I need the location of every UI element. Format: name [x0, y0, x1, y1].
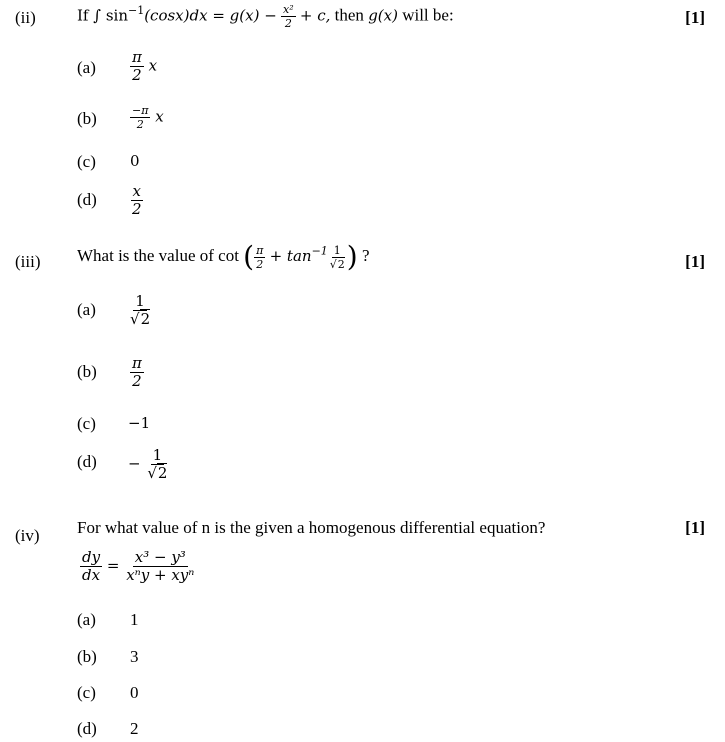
- option-value: − $\frac{1}{√2}$: [128, 446, 168, 482]
- option-label: (a): [77, 610, 96, 629]
- marks-label: [1]: [685, 252, 705, 271]
- question-stem: If ∫ $\sin^{-1}(\cos x)dx = g(x)$ − $\frac{\text{x²}}{2}$ + c, then g(x) will be:: [77, 3, 454, 31]
- question-stem: What is the value of cot ( $\frac{\pi}{2}$ + $\tan^{-1}$ $\frac{1}{√2}$ ) ?: [77, 240, 370, 273]
- option-label: (d): [77, 190, 97, 209]
- question-number: (iii): [15, 252, 41, 271]
- option-label: (d): [77, 719, 97, 738]
- option-value: 3: [130, 647, 139, 666]
- marks-label: [1]: [685, 8, 705, 27]
- option-label: (a): [77, 58, 96, 77]
- fraction: $\frac{\text{x²}}{2}$: [283, 3, 294, 31]
- option-value: $\frac{\pi}{2}$: [132, 354, 142, 390]
- option-value: $\frac{-\pi}{2}$ x: [132, 104, 164, 131]
- option-label: (d): [77, 452, 97, 471]
- option-value: 2: [130, 719, 139, 738]
- option-value: $\frac{\pi}{2}$ x: [132, 48, 158, 84]
- question-stem: For what value of n is the given a homogenous differential equation?: [77, 518, 546, 537]
- question-number: (ii): [15, 8, 36, 27]
- option-label: (c): [77, 683, 96, 702]
- option-label: (c): [77, 414, 96, 433]
- option-label: (b): [77, 362, 97, 381]
- option-value: $\frac{x}{2}$: [132, 182, 142, 218]
- option-value: $\frac{1}{√2}$: [130, 292, 151, 328]
- option-label: (c): [77, 152, 96, 171]
- option-label: (a): [77, 300, 96, 319]
- question-number: (iv): [15, 526, 40, 545]
- option-value: 1: [130, 610, 139, 629]
- option-value: −1: [128, 414, 151, 432]
- marks-label: [1]: [685, 518, 705, 537]
- option-label: (b): [77, 647, 97, 666]
- option-value: 0: [130, 152, 140, 170]
- differential-equation: $\frac{dy}{dx}$ = $\frac{\text{x³ − y³}}{\text{xⁿy + xyⁿ}}$: [82, 548, 195, 584]
- option-label: (b): [77, 109, 97, 128]
- option-value: 0: [130, 683, 139, 702]
